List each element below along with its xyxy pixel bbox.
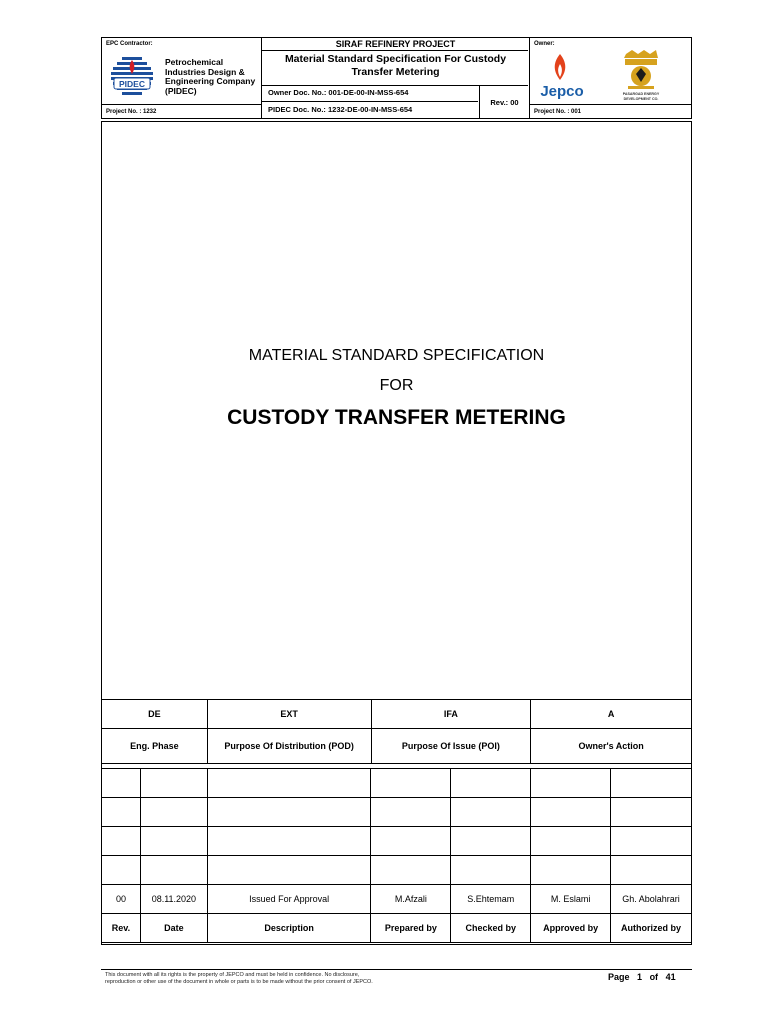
company-name-line: (PIDEC) (165, 85, 197, 96)
company-name-line: Industries Design & (165, 66, 245, 77)
owner-label: Owner: (534, 41, 555, 47)
company-name-line: Petrochemical (165, 57, 224, 67)
revision-cell: Issued For Approval (207, 885, 371, 914)
phase-labels-row (102, 729, 692, 764)
document-header (101, 37, 692, 119)
page-indicator (608, 972, 676, 982)
project-number-right: Project No. : 001 (534, 109, 582, 115)
phase-value: DE (102, 700, 208, 729)
table-row (102, 827, 692, 856)
header-divider (261, 101, 478, 102)
phase-label: Owner's Action (531, 729, 692, 764)
revision-number: Rev.: 00 (490, 97, 519, 107)
page-total: 41 (665, 972, 676, 982)
revision-cell: Gh. Abolahrari (611, 885, 692, 914)
document-title-line: Transfer Metering (351, 66, 440, 78)
phase-value: A (531, 700, 692, 729)
pidec-logo (108, 54, 156, 100)
epc-contractor-label: EPC Contractor: (106, 41, 153, 47)
revision-header-cell: Checked by (451, 914, 531, 943)
header-divider (102, 104, 261, 105)
pidec-logo-text: PIDEC (119, 79, 145, 89)
revision-header-cell: Description (207, 914, 371, 943)
revision-cell: 00 (102, 885, 141, 914)
of-label: of (649, 972, 659, 982)
header-divider (261, 50, 528, 51)
phase-values-row (102, 700, 692, 729)
phase-label: Eng. Phase (102, 729, 208, 764)
document-title-line: Material Standard Specification For Custody (284, 53, 507, 65)
revision-cell: S.Ehtemam (451, 885, 531, 914)
notice-line: reproduction or other use of the document in whole or parts is to be made without the prior consent of JEPCO. (105, 979, 373, 985)
cover-main-title: CUSTODY TRANSFER METERING (227, 406, 566, 429)
phase-value: EXT (207, 700, 371, 729)
revision-cell: M.Afzali (371, 885, 451, 914)
jepco-logo-text: Jepco (540, 83, 584, 100)
page-current: 1 (637, 972, 643, 982)
table-row (102, 769, 692, 798)
project-title: SIRAF REFINERY PROJECT (335, 39, 456, 49)
document-title (262, 53, 529, 79)
revision-cell: M. Eslami (531, 885, 611, 914)
jepco-logo (536, 52, 588, 100)
revision-header-cell: Authorized by (611, 914, 692, 943)
phase-label: Purpose Of Distribution (POD) (207, 729, 371, 764)
revision-header-cell: Rev. (102, 914, 141, 943)
phase-table (101, 699, 692, 764)
revision-header-cell: Date (140, 914, 207, 943)
table-row (102, 856, 692, 885)
cover-title (101, 346, 692, 430)
phase-value: IFA (371, 700, 531, 729)
revision-table (101, 768, 692, 943)
revision-header-cell: Approved by (531, 914, 611, 943)
pidec-doc-number: PIDEC Doc. No.: 1232-DE-00-IN-MSS-654 (268, 105, 413, 114)
revision-row (102, 885, 692, 914)
cover-title-line: MATERIAL STANDARD SPECIFICATION (248, 347, 545, 364)
confidentiality-notice (105, 972, 373, 986)
notice-line: This document with all its rights is the property of JEPCO and must be held in confidence. No disclosure, (105, 972, 360, 978)
development-company-text: PASARGAD ENERGY (622, 92, 660, 96)
project-number-left: Project No. : 1232 (106, 109, 157, 115)
company-name-line: Engineering Company (165, 76, 256, 86)
footer-divider (101, 969, 692, 970)
development-company-text: DEVELOPMENT CO. (623, 97, 659, 101)
header-divider (529, 104, 691, 105)
revision-header-cell: Prepared by (371, 914, 451, 943)
table-row (102, 798, 692, 827)
revision-cell: 08.11.2020 (140, 885, 207, 914)
company-name (165, 58, 255, 96)
revision-header-row (102, 914, 692, 943)
owner-doc-number: Owner Doc. No.: 001-DE-00-IN-MSS-654 (268, 88, 409, 97)
development-company-logo (618, 48, 664, 102)
page-label: Page (608, 972, 630, 982)
cover-title-line: FOR (379, 377, 414, 394)
phase-label: Purpose Of Issue (POI) (371, 729, 531, 764)
header-divider (529, 38, 530, 118)
